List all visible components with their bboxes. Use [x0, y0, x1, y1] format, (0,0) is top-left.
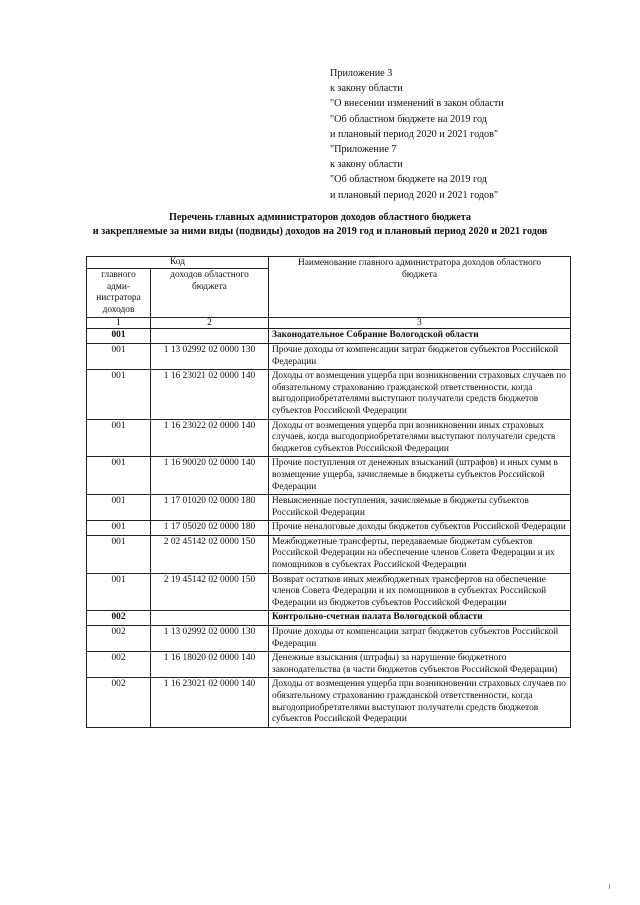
admin-code-cell: 002	[87, 678, 151, 727]
income-code-cell: 1 13 02992 02 0000 130	[151, 343, 269, 369]
revenue-administrators-table	[86, 256, 571, 728]
income-name-cell: Доходы от возмещения ущерба при возникновении страховых случаев по обязательному страхованию гражданской ответственности, когда выгодоприобретателями выступают получатели средств бюджетов субъектов Российской Федерации	[269, 370, 571, 419]
table-row	[87, 457, 571, 495]
income-code-cell	[151, 329, 269, 344]
table-row	[87, 535, 571, 573]
admin-code-cell: 001	[87, 573, 151, 611]
page-edge-mark	[609, 884, 610, 889]
table-row	[87, 573, 571, 611]
admin-code-cell: 001	[87, 521, 151, 536]
income-name-cell: Прочие поступления от денежных взысканий (штрафов) и иных сумм в возмещение ущерба, зачисляемые в бюджеты субъектов Российской Федерации	[269, 457, 571, 495]
income-name-cell: Денежные взыскания (штрафы) за нарушение бюджетного законодательства (в части бюджетов субъектов Российской Федерации)	[269, 652, 571, 678]
admin-code-cell: 001	[87, 419, 151, 457]
appendix-line: "О внесении изменений в закон области	[330, 98, 504, 110]
col-number-2: 2	[151, 318, 269, 329]
income-name-cell: Прочие неналоговые доходы бюджетов субъектов Российской Федерации	[269, 521, 571, 536]
income-name-cell: Возврат остатков иных межбюджетных трансфертов на обеспечение членов Совета Федерации и их помощников в субъектах Российской Федерации из бюджетов субъектов Российской Федерации	[269, 573, 571, 611]
header-admin: главного адми-нистратора доходов	[87, 269, 151, 318]
income-code-cell: 1 13 02992 02 0000 130	[151, 626, 269, 652]
section-row	[87, 329, 571, 344]
income-code-cell	[151, 611, 269, 626]
income-name-cell: Межбюджетные трансферты, передаваемые бюджетам субъектов Российской Федерации на обеспечение членов Совета Федерации и их помощников в субъектах Российской Федерации	[269, 535, 571, 573]
header-income: доходов областного бюджета	[151, 269, 269, 318]
appendix-line: к закону области	[330, 83, 403, 95]
title-line-2: и закрепляемые за ними виды (подвиды) доходов на 2019 год и плановый период 2020 и 2021 годов	[92, 226, 548, 237]
income-name-cell: Законодательное Собрание Вологодской области	[269, 329, 571, 344]
table-body	[87, 329, 571, 727]
table-row	[87, 419, 571, 457]
admin-code-cell: 001	[87, 329, 151, 344]
income-name-cell: Контрольно-счетная палата Вологодской области	[269, 611, 571, 626]
table-row	[87, 495, 571, 521]
appendix-line: и плановый период 2020 и 2021 годов"	[330, 128, 499, 140]
income-code-cell: 1 16 23022 02 0000 140	[151, 419, 269, 457]
admin-code-cell: 002	[87, 626, 151, 652]
col-number-3: 3	[269, 318, 571, 329]
table-row	[87, 521, 571, 536]
appendix-line: к закону области	[330, 159, 403, 171]
appendix-line: "Об областном бюджете на 2019 год	[330, 174, 487, 186]
admin-code-cell: 001	[87, 370, 151, 419]
header-name: Наименование главного администратора доходов областного бюджета	[269, 257, 571, 318]
income-name-cell: Невыясненные поступления, зачисляемые в бюджеты субъектов Российской Федерации	[269, 495, 571, 521]
table-row	[87, 652, 571, 678]
appendix-header	[330, 66, 504, 203]
income-code-cell: 1 16 90020 02 0000 140	[151, 457, 269, 495]
table-row	[87, 626, 571, 652]
table-row	[87, 370, 571, 419]
appendix-line: и плановый период 2020 и 2021 годов"	[330, 189, 499, 201]
income-name-cell: Прочие доходы от компенсации затрат бюджетов субъектов Российской Федерации	[269, 626, 571, 652]
income-code-cell: 1 17 01020 02 0000 180	[151, 495, 269, 521]
appendix-line: Приложение 3	[330, 68, 393, 79]
income-name-cell: Доходы от возмещения ущерба при возникновении иных страховых случаев, когда выгодоприобретателями выступают получатели средств бюджетов субъектов Российской Федерации	[269, 419, 571, 457]
income-code-cell: 2 02 45142 02 0000 150	[151, 535, 269, 573]
document-title	[0, 211, 640, 239]
section-row	[87, 611, 571, 626]
income-code-cell: 1 16 23021 02 0000 140	[151, 678, 269, 727]
income-code-cell: 1 16 18020 02 0000 140	[151, 652, 269, 678]
admin-code-cell: 002	[87, 611, 151, 626]
table-row	[87, 343, 571, 369]
col-number-1: 1	[87, 318, 151, 329]
admin-code-cell: 001	[87, 535, 151, 573]
income-code-cell: 2 19 45142 02 0000 150	[151, 573, 269, 611]
table-row	[87, 678, 571, 727]
appendix-line: "Об областном бюджете на 2019 год	[330, 113, 487, 125]
admin-code-cell: 002	[87, 652, 151, 678]
income-name-cell: Прочие доходы от компенсации затрат бюджетов субъектов Российской Федерации	[269, 343, 571, 369]
title-line-1: Перечень главных администраторов доходов областного бюджета	[168, 212, 472, 223]
header-code: Код	[87, 257, 269, 269]
admin-code-cell: 001	[87, 495, 151, 521]
appendix-line: "Приложение 7	[330, 144, 397, 156]
admin-code-cell: 001	[87, 457, 151, 495]
admin-code-cell: 001	[87, 343, 151, 369]
income-code-cell: 1 17 05020 02 0000 180	[151, 521, 269, 536]
income-name-cell: Доходы от возмещения ущерба при возникновении страховых случаев по обязательному страхованию гражданской ответственности, когда выгодоприобретателями выступают получатели средств бюджетов субъектов Российской Федерации	[269, 678, 571, 727]
income-code-cell: 1 16 23021 02 0000 140	[151, 370, 269, 419]
